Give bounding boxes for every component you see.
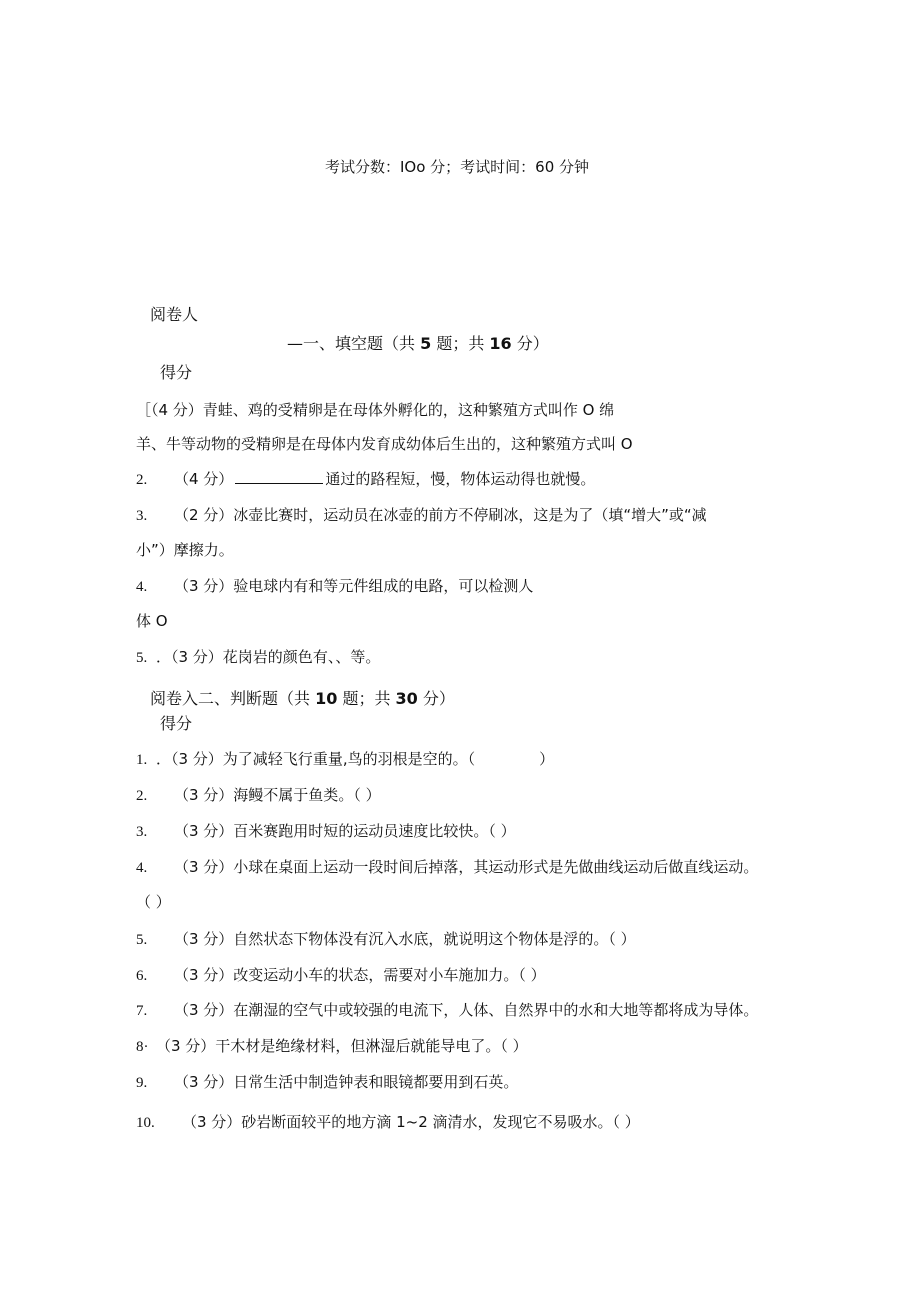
question-3-line-2: 小”）摩擦力。 — [136, 541, 234, 559]
section-2-title-prefix: 阅卷入二、判断题（共 — [150, 689, 316, 708]
section-2-count: 10 — [315, 689, 338, 708]
question-number: 10. — [136, 1115, 155, 1131]
section-1-title-prefix: —一、填空题（共 — [287, 334, 421, 353]
judge-question-4-line-2: （ ） — [136, 893, 171, 911]
question-number: 5. — [136, 932, 148, 948]
judge-question-5-text: （3 分）自然状态下物体没有沉入水底，就说明这个物体是浮的。（ ） — [174, 930, 636, 948]
question-number: 3. — [136, 508, 148, 524]
judge-question-10-text: （3 分）砂岩断面较平的地方滴 1~2 滴清水，发现它不易吸水。（ ） — [182, 1113, 640, 1131]
judge-question-5 — [136, 929, 636, 950]
question-4-line-2: 体 O — [136, 612, 168, 630]
question-number: 2. — [136, 472, 148, 488]
question-number: 9. — [136, 1075, 148, 1091]
question-number: 3. — [136, 824, 148, 840]
question-3-text: （2 分）冰壶比赛时，运动员在冰壶的前方不停刷冰，这是为了（填“增大”或“减 — [174, 506, 707, 524]
question-3-line-1 — [136, 505, 707, 526]
judge-question-6 — [136, 965, 546, 986]
question-4-line-1 — [136, 576, 533, 597]
section-1-title-mid: 题；共 — [431, 334, 490, 353]
judge-question-4 — [136, 857, 758, 878]
judge-question-2-text: （3 分）海鳗不属于鱼类。（ ） — [174, 786, 381, 804]
question-5-text: ．（3 分）花岗岩的颜色有、、等。 — [156, 648, 381, 666]
question-number: 5. — [136, 650, 148, 666]
judge-question-8 — [136, 1036, 528, 1057]
question-number: 4. — [136, 579, 148, 595]
judge-question-6-text: （3 分）改变运动小车的状态，需要对小车施加力。（ ） — [174, 966, 546, 984]
judge-question-3-text: （3 分）百米赛跑用时短的运动员速度比较快。（ ） — [174, 822, 516, 840]
section-2-title-suffix: 分） — [417, 689, 455, 708]
judge-question-7-text: （3 分）在潮湿的空气中或较强的电流下，人体、自然界中的水和大地等都将成为导体。 — [174, 1001, 759, 1019]
judge-question-7 — [136, 1000, 758, 1021]
question-2 — [136, 469, 595, 490]
answer-blank[interactable] — [235, 469, 323, 484]
judge-question-3 — [136, 821, 516, 842]
section-2-points: 30 — [395, 689, 418, 708]
judge-question-8-text: （3 分）干木材是绝缘材料，但淋湿后就能导电了。（ ） — [156, 1037, 528, 1055]
section-1-points: 16 — [489, 334, 512, 353]
section-1-title — [287, 334, 549, 354]
question-5 — [136, 647, 380, 668]
score-label: 得分 — [160, 714, 193, 733]
question-number: 7. — [136, 1003, 148, 1019]
section-1-title-suffix: 分） — [511, 334, 549, 353]
exam-info: 考试分数：IOo 分；考试时间：60 分钟 — [325, 158, 590, 176]
judge-question-1-text: ．（3 分）为了减轻飞行重量,鸟的羽根是空的。（ — [156, 750, 476, 768]
judge-question-9-text: （3 分）日常生活中制造钟表和眼镜都要用到石英。 — [174, 1073, 519, 1091]
question-number: 2. — [136, 788, 148, 804]
judge-question-10 — [136, 1112, 640, 1133]
judge-question-1-close: ） — [539, 750, 555, 768]
question-number: 8· — [136, 1039, 149, 1055]
question-4-text: （3 分）验电球内有和等元件组成的电路，可以检测人 — [174, 577, 534, 595]
judge-question-4-text: （3 分）小球在桌面上运动一段时间后掉落，其运动形式是先做曲线运动后做直线运动。 — [174, 858, 759, 876]
score-label: 得分 — [160, 363, 193, 382]
question-2-text: 通过的路程短，慢，物体运动得也就慢。 — [325, 470, 596, 488]
section-2-title — [150, 689, 455, 709]
question-2-points: （4 分） — [174, 470, 234, 488]
judge-question-2 — [136, 785, 381, 806]
question-number: 1. — [136, 752, 148, 768]
question-number: 4. — [136, 860, 148, 876]
section-2-title-mid: 题；共 — [337, 689, 396, 708]
section-1-count: 5 — [420, 334, 432, 353]
judge-question-9 — [136, 1072, 518, 1093]
question-1-line-2: 羊、牛等动物的受精卵是在母体内发育成幼体后生出的，这种繁殖方式叫 O — [136, 435, 633, 453]
judge-question-1 — [136, 749, 554, 770]
question-number: 6. — [136, 968, 148, 984]
grader-label: 阅卷人 — [150, 305, 199, 324]
question-1-line-1: ［（4 分）青蛙、鸡的受精卵是在母体外孵化的，这种繁殖方式叫作 O 绵 — [136, 401, 615, 419]
